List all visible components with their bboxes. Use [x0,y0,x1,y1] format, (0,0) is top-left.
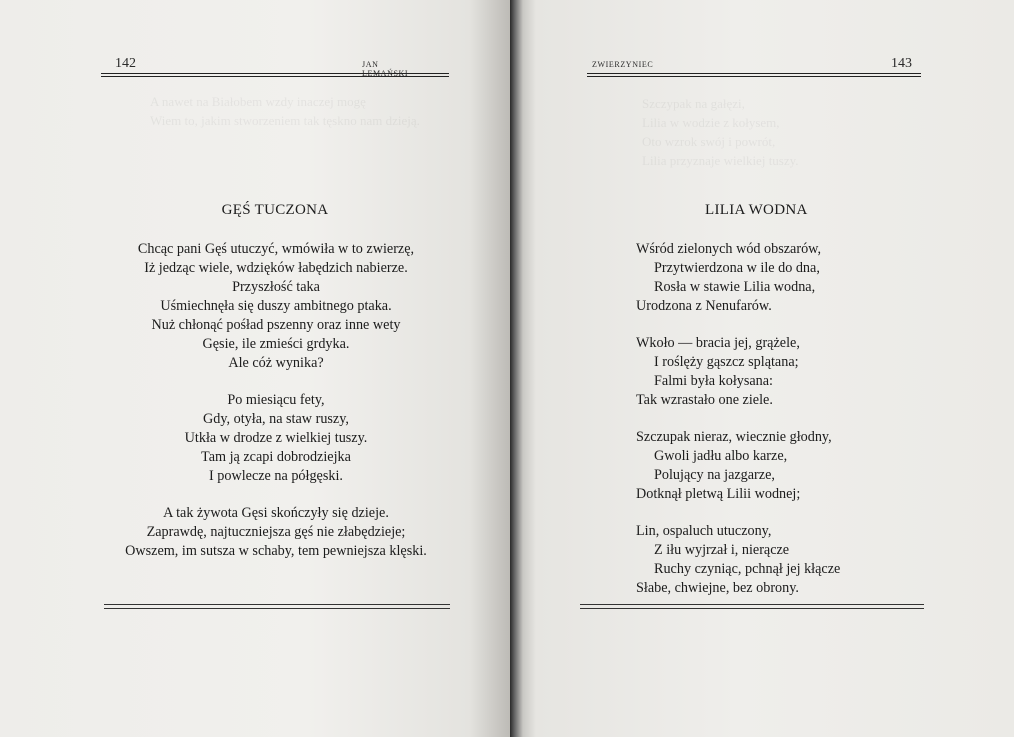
poem-line: Urodzona z Nenufarów. [636,298,772,314]
poem-line: Tak wzrastało one ziele. [636,392,773,408]
stanza [0,504,510,561]
poem-line: Dotknął pletwą Lilii wodnej; [636,486,801,502]
poem-line: Przyszłość taka [232,279,320,295]
poem-line: Chcąc pani Gęś utuczyć, wmówiła w to zwierzę, [137,241,415,257]
page-number: 143 [891,56,912,71]
right-page [510,0,1014,737]
poem-line: Z iłu wyjrzał i, nierącze [654,542,790,558]
footer-rule [104,604,450,609]
poem-line: Słabe, chwiejne, bez obrony. [636,580,799,596]
show-through-text: A nawet na Białobem wzdy inaczej mogę Wiem to, jakim stworzeniem tak tęskno nam dzieją. [150,94,420,128]
poem-line: Wkoło — bracia jej, grążele, [636,335,800,351]
poem-line: Falmi była kołysana: [654,373,774,389]
poem-line: Ruchy czyniąc, pchnął jej kłącze [654,561,841,577]
poem-line: A tak żywota Gęsi skończyły się dzieje. [163,505,389,521]
page-number: 142 [115,56,136,71]
poem-line: Nuż chłonąć pośład pszenny oraz inne wety [151,317,401,333]
stanza [0,391,510,486]
footer-rule [580,604,924,609]
poem-line: I powlecze na półgęski. [209,468,343,484]
poem-line: Zaprawdę, najtuczniejsza gęś nie złabędzieje; [146,524,406,540]
poem-body [0,240,510,579]
poem-line: I roślęży gąszcz splątana; [654,354,799,370]
poem-line: Polujący na jazgarze, [654,467,775,483]
poem-line: Gwoli jadłu albo karze, [654,448,788,464]
show-through-text: Szczypak na gałęzi, Lilia w wodzie z kołysem, Oto wzrok swój i powrót, Lilia przyznaje wielkiej tuszy. [642,96,799,168]
poem-line: Wśród zielonych wód obszarów, [636,241,822,257]
poem-title: LILIA WODNA [705,202,808,218]
stanza [636,334,840,410]
poem-body [636,240,840,616]
poem-line: Uśmiechnęła się duszy ambitnego ptaka. [160,298,392,314]
poem-line: Iż jedząc wiele, wdzięków łabędzich nabierze. [144,260,408,276]
poem-line: Szczupak nieraz, wiecznie głodny, [636,429,832,445]
poem-line: Tam ją zcapi dobrodziejka [201,449,351,465]
running-head: ZWIERZYNIEC [592,60,654,69]
poem-line: Gęsie, ile zmieści grdyka. [202,336,350,352]
running-head: JAN LEMAŃSKI [362,60,409,78]
poem-line: Przytwierdzona w ile do dna, [654,260,820,276]
poem-line: Po miesiącu fety, [227,392,325,408]
poem-line: Owszem, im sutsza w schaby, tem pewniejsza klęski. [125,543,427,559]
stanza [0,240,510,373]
poem-line: Ale cóż wynika? [228,355,324,371]
poem-line: Lin, ospaluch utuczony, [636,523,772,539]
poem-line: Utkła w drodze z wielkiej tuszy. [184,430,368,446]
stanza [636,240,840,316]
poem-line: Rosła w stawie Lilia wodna, [654,279,816,295]
stanza [636,428,840,504]
poem-title: GĘŚ TUCZONA [221,202,329,218]
header-rule [101,73,449,77]
header-rule [587,73,921,77]
stanza [636,522,840,598]
poem-line: Gdy, otyła, na staw ruszy, [203,411,349,427]
